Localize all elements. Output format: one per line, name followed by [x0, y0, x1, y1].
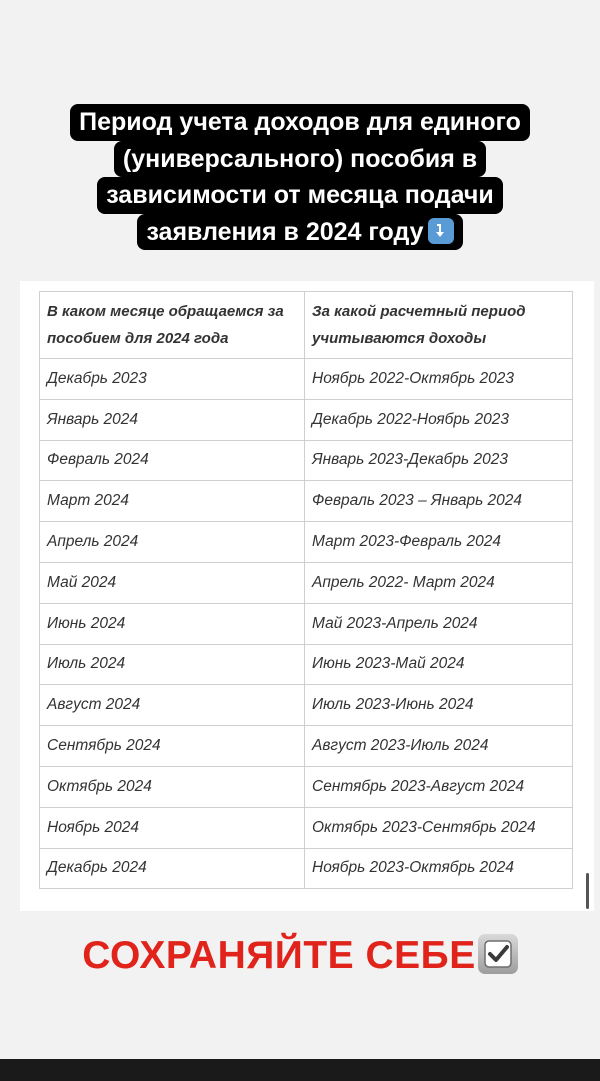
heading-line-3: зависимости от месяца подачи [97, 177, 503, 214]
heading-line-2: (универсального) пособия в [114, 141, 486, 178]
month-cell: Июнь 2024 [40, 603, 305, 644]
table-row [40, 644, 573, 685]
table-row [40, 359, 573, 400]
table-row [40, 807, 573, 848]
story-heading [0, 104, 600, 250]
table-row [40, 440, 573, 481]
table-scrollbar[interactable] [586, 873, 589, 909]
month-cell: Декабрь 2023 [40, 359, 305, 400]
table-row [40, 481, 573, 522]
period-cell: Март 2023-Февраль 2024 [305, 522, 573, 563]
check-mark-icon [478, 934, 518, 974]
heading-line-4-wrap [137, 214, 462, 251]
column-header-application-month: В каком месяце обращаемся за пособием для 2024 года [40, 292, 305, 359]
month-cell: Февраль 2024 [40, 440, 305, 481]
income-period-table [39, 291, 573, 889]
income-period-table-card [20, 281, 594, 911]
table-row [40, 726, 573, 767]
month-cell: Декабрь 2024 [40, 848, 305, 889]
period-cell: Декабрь 2022-Ноябрь 2023 [305, 399, 573, 440]
arrow-down-right-icon [428, 218, 454, 244]
period-cell: Октябрь 2023-Сентябрь 2024 [305, 807, 573, 848]
month-cell: Март 2024 [40, 481, 305, 522]
table-row [40, 522, 573, 563]
month-cell: Апрель 2024 [40, 522, 305, 563]
heading-line-4: заявления в 2024 году [146, 217, 424, 246]
bottom-bar [0, 1059, 600, 1081]
heading-line-1: Период учета доходов для единого [70, 104, 530, 141]
table-row [40, 766, 573, 807]
period-cell: Август 2023-Июль 2024 [305, 726, 573, 767]
month-cell: Октябрь 2024 [40, 766, 305, 807]
table-header-row [40, 292, 573, 359]
month-cell: Август 2024 [40, 685, 305, 726]
month-cell: Май 2024 [40, 562, 305, 603]
period-cell: Май 2023-Апрель 2024 [305, 603, 573, 644]
table-row [40, 603, 573, 644]
month-cell: Июль 2024 [40, 644, 305, 685]
cta-text: СОХРАНЯЙТЕ СЕБЕ [82, 934, 476, 977]
column-header-calculation-period: За какой расчетный период учитываются доходы [305, 292, 573, 359]
period-cell: Июнь 2023-Май 2024 [305, 644, 573, 685]
table-row [40, 562, 573, 603]
month-cell: Ноябрь 2024 [40, 807, 305, 848]
save-for-yourself-caption [0, 934, 600, 978]
table-row [40, 848, 573, 889]
period-cell: Ноябрь 2022-Октябрь 2023 [305, 359, 573, 400]
table-row [40, 399, 573, 440]
period-cell: Сентябрь 2023-Август 2024 [305, 766, 573, 807]
period-cell: Февраль 2023 – Январь 2024 [305, 481, 573, 522]
period-cell: Ноябрь 2023-Октябрь 2024 [305, 848, 573, 889]
table-row [40, 685, 573, 726]
period-cell: Январь 2023-Декабрь 2023 [305, 440, 573, 481]
month-cell: Сентябрь 2024 [40, 726, 305, 767]
period-cell: Апрель 2022- Март 2024 [305, 562, 573, 603]
period-cell: Июль 2023-Июнь 2024 [305, 685, 573, 726]
month-cell: Январь 2024 [40, 399, 305, 440]
